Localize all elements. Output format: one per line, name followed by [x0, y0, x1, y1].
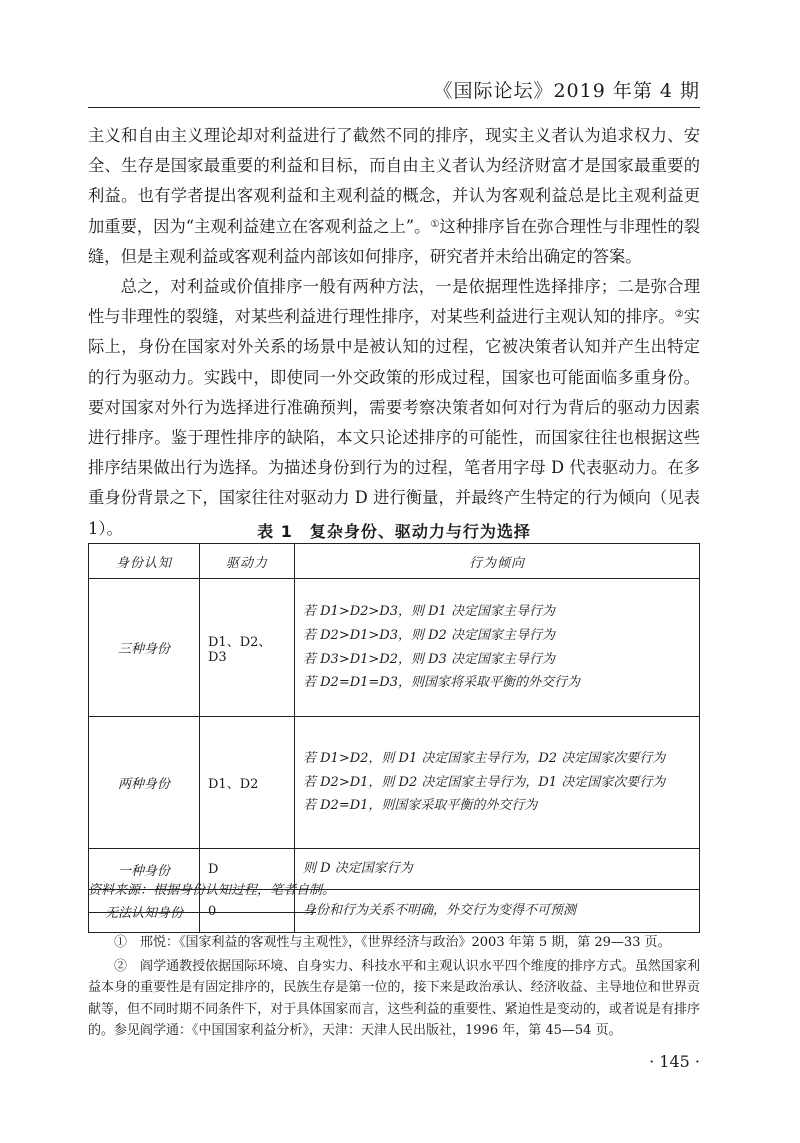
- paragraph-2-text: 总之，对利益或价值排序一般有两种方法，一是依据理性选择排序；二是弥合理性与非理性的裂缝，对某些利益进行理性排序，对某些利益进行主观认知的排序。: [88, 277, 700, 327]
- behavior-cell: [295, 849, 700, 890]
- behavior-line: 若 D3>D1>D2，则 D3 决定国家主导行为: [303, 651, 555, 667]
- identity-cell: 无法认知身份: [89, 890, 200, 933]
- behavior-line: 身份和行为关系不明确，外交行为变得不可预测: [303, 903, 577, 919]
- driver-cell: D1、D2: [200, 717, 295, 849]
- body-text: [88, 121, 700, 544]
- behavior-cell: [295, 579, 700, 717]
- table-header-row: [89, 544, 700, 579]
- footnote-ref-2[interactable]: ②: [674, 309, 684, 321]
- paragraph-2: [88, 272, 700, 544]
- behavior-cell: [295, 717, 700, 849]
- table-row: [89, 717, 700, 849]
- behavior-line: 若 D2>D1>D3，则 D2 决定国家主导行为: [303, 627, 555, 643]
- table-row: [89, 579, 700, 717]
- header-rule: [88, 107, 700, 108]
- driver-cell: D: [200, 849, 295, 890]
- page-number: · 145 ·: [649, 1052, 700, 1071]
- footnotes: [88, 932, 700, 1044]
- identity-cell: 三种身份: [89, 579, 200, 717]
- driver-cell: 0: [200, 890, 295, 933]
- paragraph-1-text: 主义和自由主义理论却对利益进行了截然不同的排序，现实主义者认为追求权力、安全、生存是国家最重要的利益和目标，而自由主义者认为经济财富才是国家最重要的利益。也有学者提出客观利益和主观利益的概念，并认为客观利益总是比主观利益更加重要，因为“主观利益建立在客观利益之上”。: [88, 126, 700, 236]
- footnote-ref-1[interactable]: ①: [430, 218, 440, 230]
- behavior-table: [88, 543, 700, 933]
- table-source: 资料来源：根据身份认知过程，笔者自制。: [88, 883, 336, 898]
- behavior-line: 若 D1>D2>D3，则 D1 决定国家主导行为: [303, 604, 555, 620]
- behavior-line: 若 D1>D2，则 D1 决定国家主导行为，D2 决定国家次要行为: [303, 751, 666, 767]
- behavior-line: 若 D2>D1，则 D2 决定国家主导行为，D1 决定国家次要行为: [303, 774, 666, 790]
- behavior-line: 则 D 决定国家行为: [303, 861, 413, 877]
- paragraph-1-tail: 这种排序旨在弥合理性与非理性的裂缝，但是主观利益或客观利益内部该如何排序，研究者并未给出确定的答案。: [88, 216, 701, 266]
- identity-cell: 两种身份: [89, 717, 200, 849]
- header-driver: 驱动力: [200, 544, 295, 579]
- header-behavior: 行为倾向: [295, 544, 700, 579]
- behavior-line: 若 D2=D1，则国家采取平衡的外交行为: [303, 798, 538, 814]
- journal-header: 《国际论坛》2019 年第 4 期: [433, 80, 700, 102]
- header-identity: 身份认知: [89, 544, 200, 579]
- footnote-rule: [88, 912, 316, 913]
- behavior-cell: [295, 890, 700, 933]
- footnote-1: ① 邢悦：《国家利益的客观性与主观性》，《世界经济与政治》2003 年第 5 期，第 29—33 页。: [114, 935, 671, 950]
- footnote-2: ② 阎学通教授依据国际环境、自身实力、科技水平和主观认识水平四个维度的排序方式。虽然国家利益本身的重要性是有固定排序的，民族生存是第一位的，接下来是政治承认、经济收益、主导地位和世界贡献等，但不同时期不同条件下，对于具体国家而言，这些利益的重要性、紧迫性是变动的，或者说是有排序的。参见阎学通：《中国国家利益分析》，天津：天津人民出版社，1996 年，第 45—54 页。: [88, 958, 700, 1038]
- paragraph-2-tail: 实际上，身份在国家对外关系的场景中是被认知的过程，它被决策者认知并产生出特定的行为驱动力。实践中，即使同一外交政策的形成过程，国家也可能面临多重身份。要对国家对外行为选择进行准确预判，需要考察决策者如何对行为背后的驱动力因素进行排序。鉴于理性排序的缺陷，本文只论述排序的可能性，而国家往往也根据这些排序结果做出行为选择。为描述身份到行为的过程，笔者用字母 D 代表驱动力。在多重身份背景之下，国家往往对驱动力 D 进行衡量，并最终产生特定的行为倾向（见表 1）。: [88, 307, 700, 538]
- behavior-line: 若 D2=D1=D3，则国家将采取平衡的外交行为: [303, 675, 580, 691]
- table-title: 表 1 复杂身份、驱动力与行为选择: [257, 522, 531, 541]
- paragraph-1: [88, 121, 700, 272]
- identity-cell: 一种身份: [89, 849, 200, 890]
- driver-cell: D1、D2、D3: [200, 579, 295, 717]
